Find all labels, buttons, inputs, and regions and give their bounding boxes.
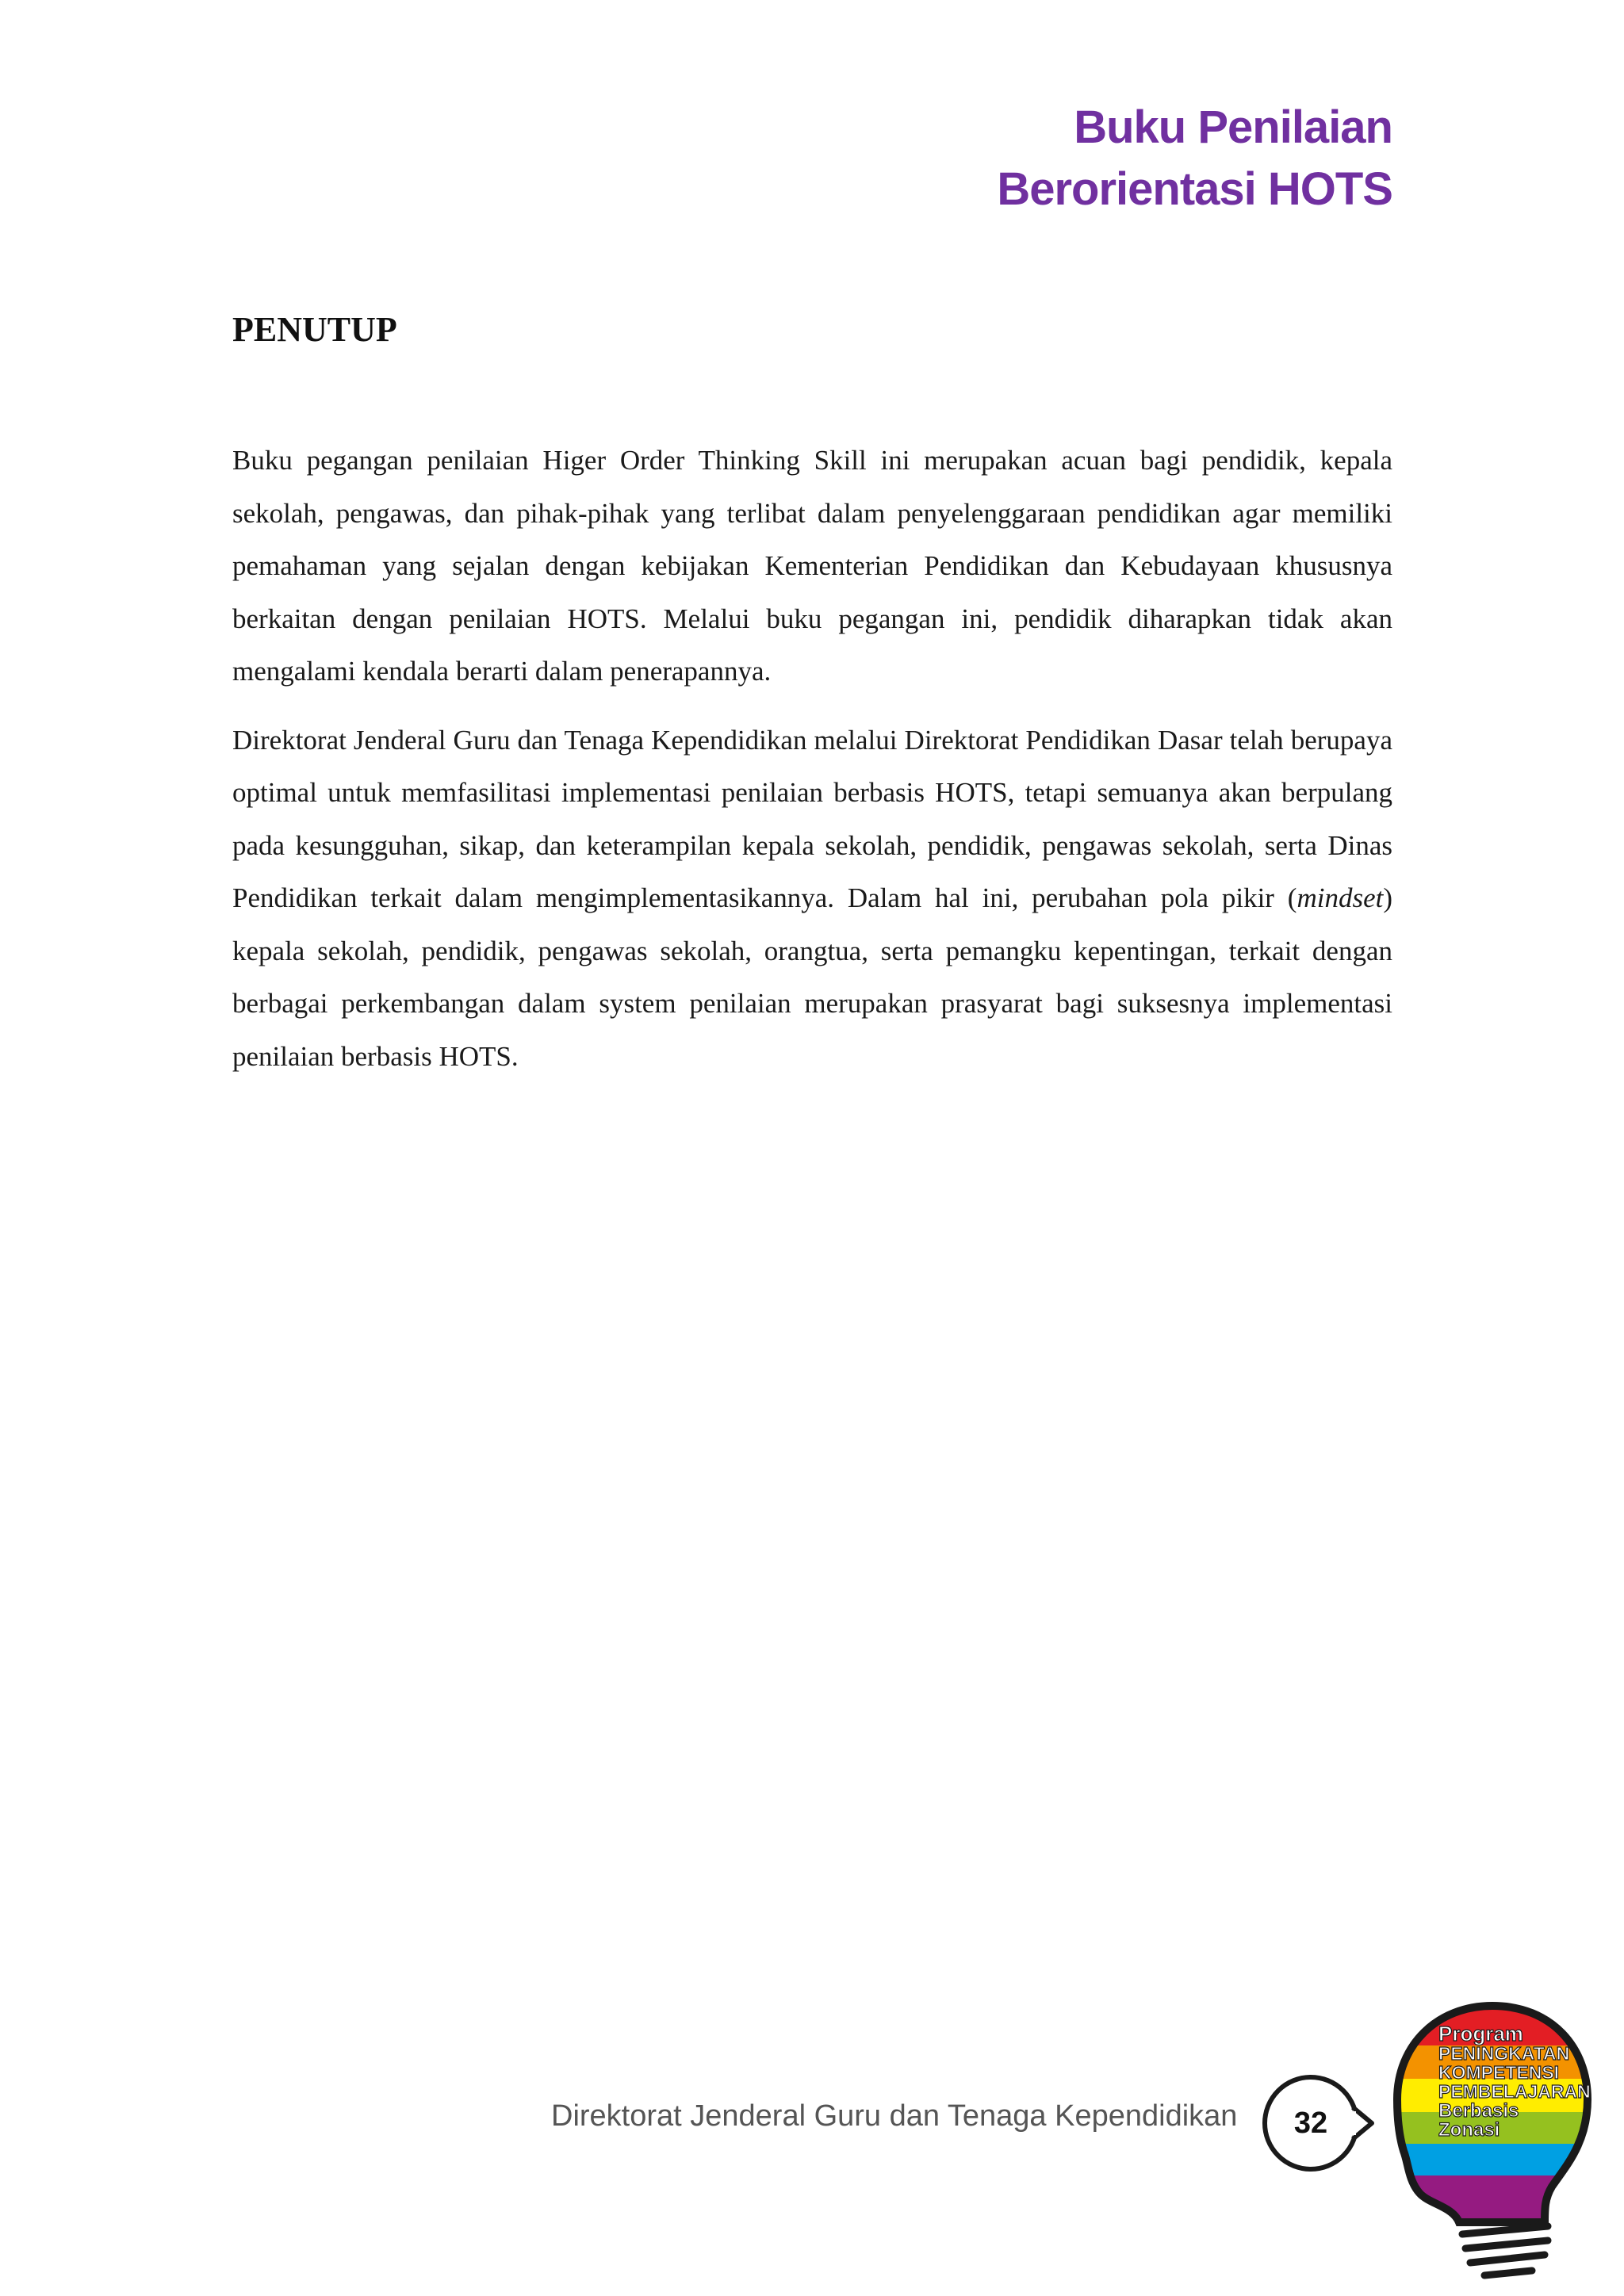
logo-line-4: PEMBELAJARAN [1438,2081,1591,2102]
paragraph-1: Buku pegangan penilaian Higer Order Thinking Skill ini merupakan acuan bagi pendidik, kepala sekolah, pengawas, dan pihak-pihak yang terlibat dalam penyelenggaraan pendidikan agar memiliki pemahaman yang sejalan dengan kebijakan Kementerian Pendidikan dan Kebudayaan khususnya berkaitan dengan penilaian HOTS. Melalui buku pegangan ini, pendidik diharapkan tidak akan mengalami kendala berarti dalam penerapannya. [232,445,1392,687]
paragraph-2-part2: ) kepala sekolah, pendidik, pengawas sekolah, orangtua, serta pemangku kepentingan, terkait dengan berbagai perkembangan dalam system penilaian merupakan prasyarat bagi suksesnya implementasi penilaian berbasis HOTS. [232,882,1392,1072]
logo-line-6: Zonasi [1438,2119,1500,2141]
paragraph-2 [232,714,1392,1084]
logo-line-1: Program [1438,2022,1523,2045]
logo-line-2: PENINGKATAN [1438,2043,1570,2064]
paragraph-2-part1: Direktorat Jenderal Guru dan Tenaga Kependidikan melalui Direktorat Pendidikan Dasar telah berupaya optimal untuk memfasilitasi implementasi penilaian berbasis HOTS, tetapi semuanya akan berpulang pada kesungguhan, sikap, dan keterampilan kepala sekolah, pendidik, pengawas sekolah, serta Dinas Pendidikan terkait dalam mengimplementasikannya. Dalam hal ini, perubahan pola pikir ( [232,724,1392,913]
header-title-line1: Buku Penilaian [1074,101,1392,153]
logo-line-3: KOMPETENSI [1438,2062,1560,2083]
footer-organization: Direktorat Jenderal Guru dan Tenaga Kependidikan [551,2099,1238,2133]
body-content [232,434,1392,1099]
header-title [997,97,1392,220]
header-title-line2: Berorientasi HOTS [997,163,1392,215]
program-logo [1389,1996,1595,2282]
section-title: PENUTUP [232,310,397,349]
mindset-term: mindset [1297,882,1384,913]
page-number: 32 [1293,2107,1328,2140]
logo-line-5: Berbasis [1438,2100,1519,2122]
